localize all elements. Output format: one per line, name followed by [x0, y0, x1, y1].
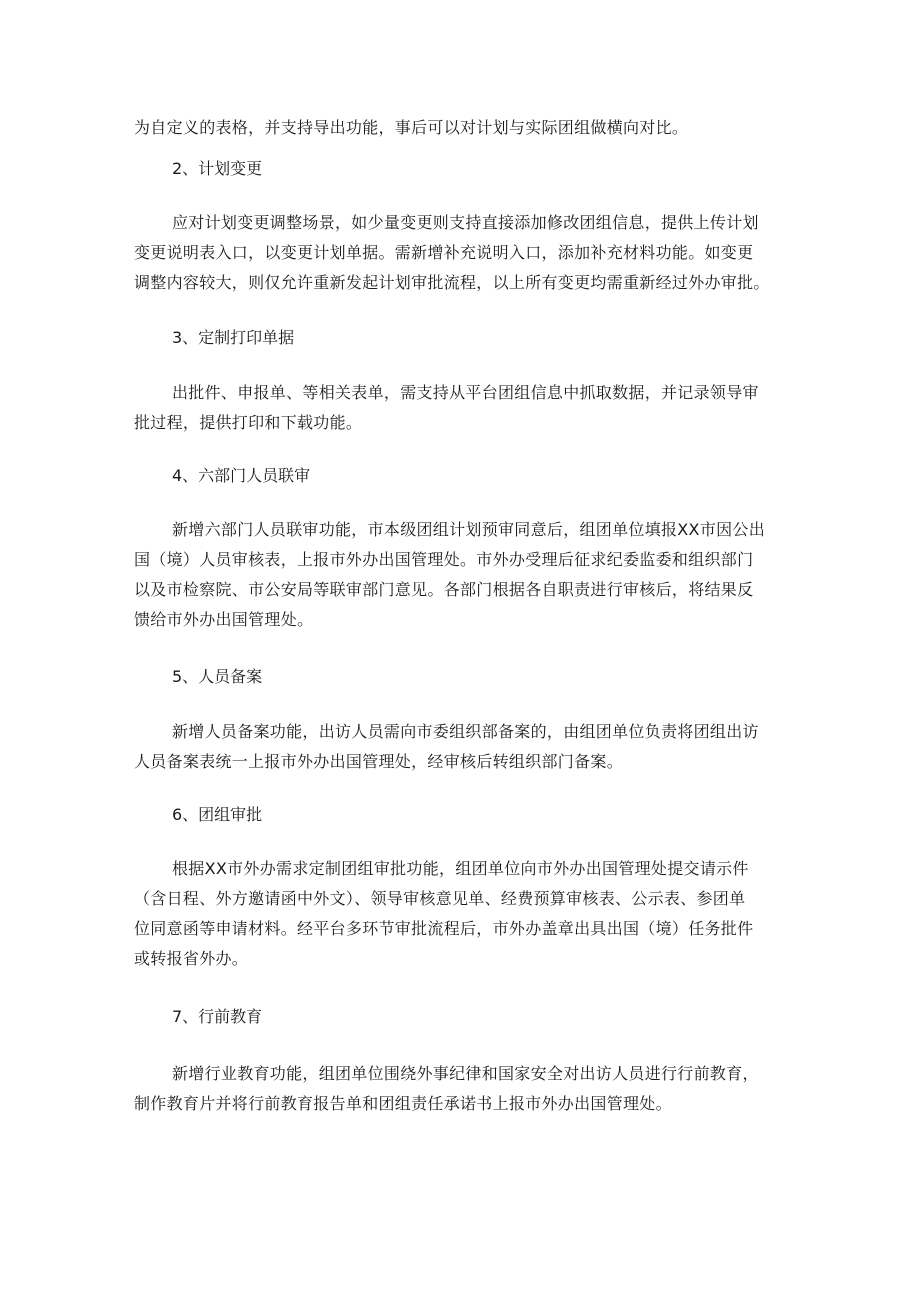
custom-print-paragraph [134, 378, 794, 438]
pre-trip-education-paragraph [134, 1059, 794, 1119]
paragraph-line: 批过程，提供打印和下载功能。 [134, 413, 363, 432]
paragraph-line: 位同意函等申请材料。经平台多环节审批流程后，市外办盖章出具出国（境）任务批件 [134, 919, 754, 938]
paragraph-line: 新增六部门人员联审功能，市本级团组计划预审同意后，组团单位填报XX市因公出 [172, 520, 766, 539]
intro-paragraph [134, 113, 794, 143]
paragraph-line: 馈给市外办出国管理处。 [134, 610, 314, 629]
section-heading-group-approval: 6、团组审批 [172, 805, 263, 824]
group-approval-paragraph [134, 854, 794, 974]
section-heading-joint-review: 4、六部门人员联审 [172, 466, 311, 485]
paragraph-line: 新增行业教育功能，组团单位围绕外事纪律和国家安全对出访人员进行行前教育， [172, 1064, 759, 1083]
paragraph-line: 调整内容较大，则仅允许重新发起计划审批流程，以上所有变更均需重新经过外办审批。 [134, 273, 770, 292]
paragraph-line: 新增人员备案功能，出访人员需向市委组织部备案的，由组团单位负责将团组出访 [172, 722, 759, 741]
section-heading-personnel-filing: 5、人员备案 [172, 667, 263, 686]
paragraph-line: 应对计划变更调整场景，如少量变更则支持直接添加修改团组信息，提供上传计划 [172, 213, 759, 232]
joint-review-paragraph [134, 515, 794, 635]
paragraph-line: 人员备案表统一上报市外办出国管理处，经审核后转组织部门备案。 [134, 752, 624, 771]
paragraph-line: 以及市检察院、市公安局等联审部门意见。各部门根据各自职责进行审核后，将结果反 [134, 580, 754, 599]
paragraph-line: 出批件、申报单、等相关表单，需支持从平台团组信息中抓取数据，并记录领导审 [172, 383, 759, 402]
paragraph-line: 为自定义的表格，并支持导出功能，事后可以对计划与实际团组做横向对比。 [134, 118, 689, 137]
paragraph-line: 根据XX市外办需求定制团组审批功能，组团单位向市外办出国管理处提交请示件 [172, 859, 749, 878]
section-heading-pre-trip-education: 7、行前教育 [172, 1007, 263, 1026]
section-heading-plan-change: 2、计划变更 [172, 159, 263, 178]
section-heading-custom-print: 3、定制打印单据 [172, 328, 295, 347]
plan-change-paragraph [134, 208, 794, 298]
paragraph-line: 制作教育片并将行前教育报告单和团组责任承诺书上报市外办出国管理处。 [134, 1094, 672, 1113]
paragraph-line: 国（境）人员审核表，上报市外办出国管理处。市外办受理后征求纪委监委和组织部门 [134, 550, 754, 569]
personnel-filing-paragraph [134, 717, 794, 777]
paragraph-line: （含日程、外方邀请函中外文）、领导审核意见单、经费预算审核表、公示表、参团单 [134, 889, 746, 908]
paragraph-line: 变更说明表入口，以变更计划单据。需新增补充说明入口，添加补充材料功能。如变更 [134, 243, 754, 262]
paragraph-line: 或转报省外办。 [134, 949, 249, 968]
